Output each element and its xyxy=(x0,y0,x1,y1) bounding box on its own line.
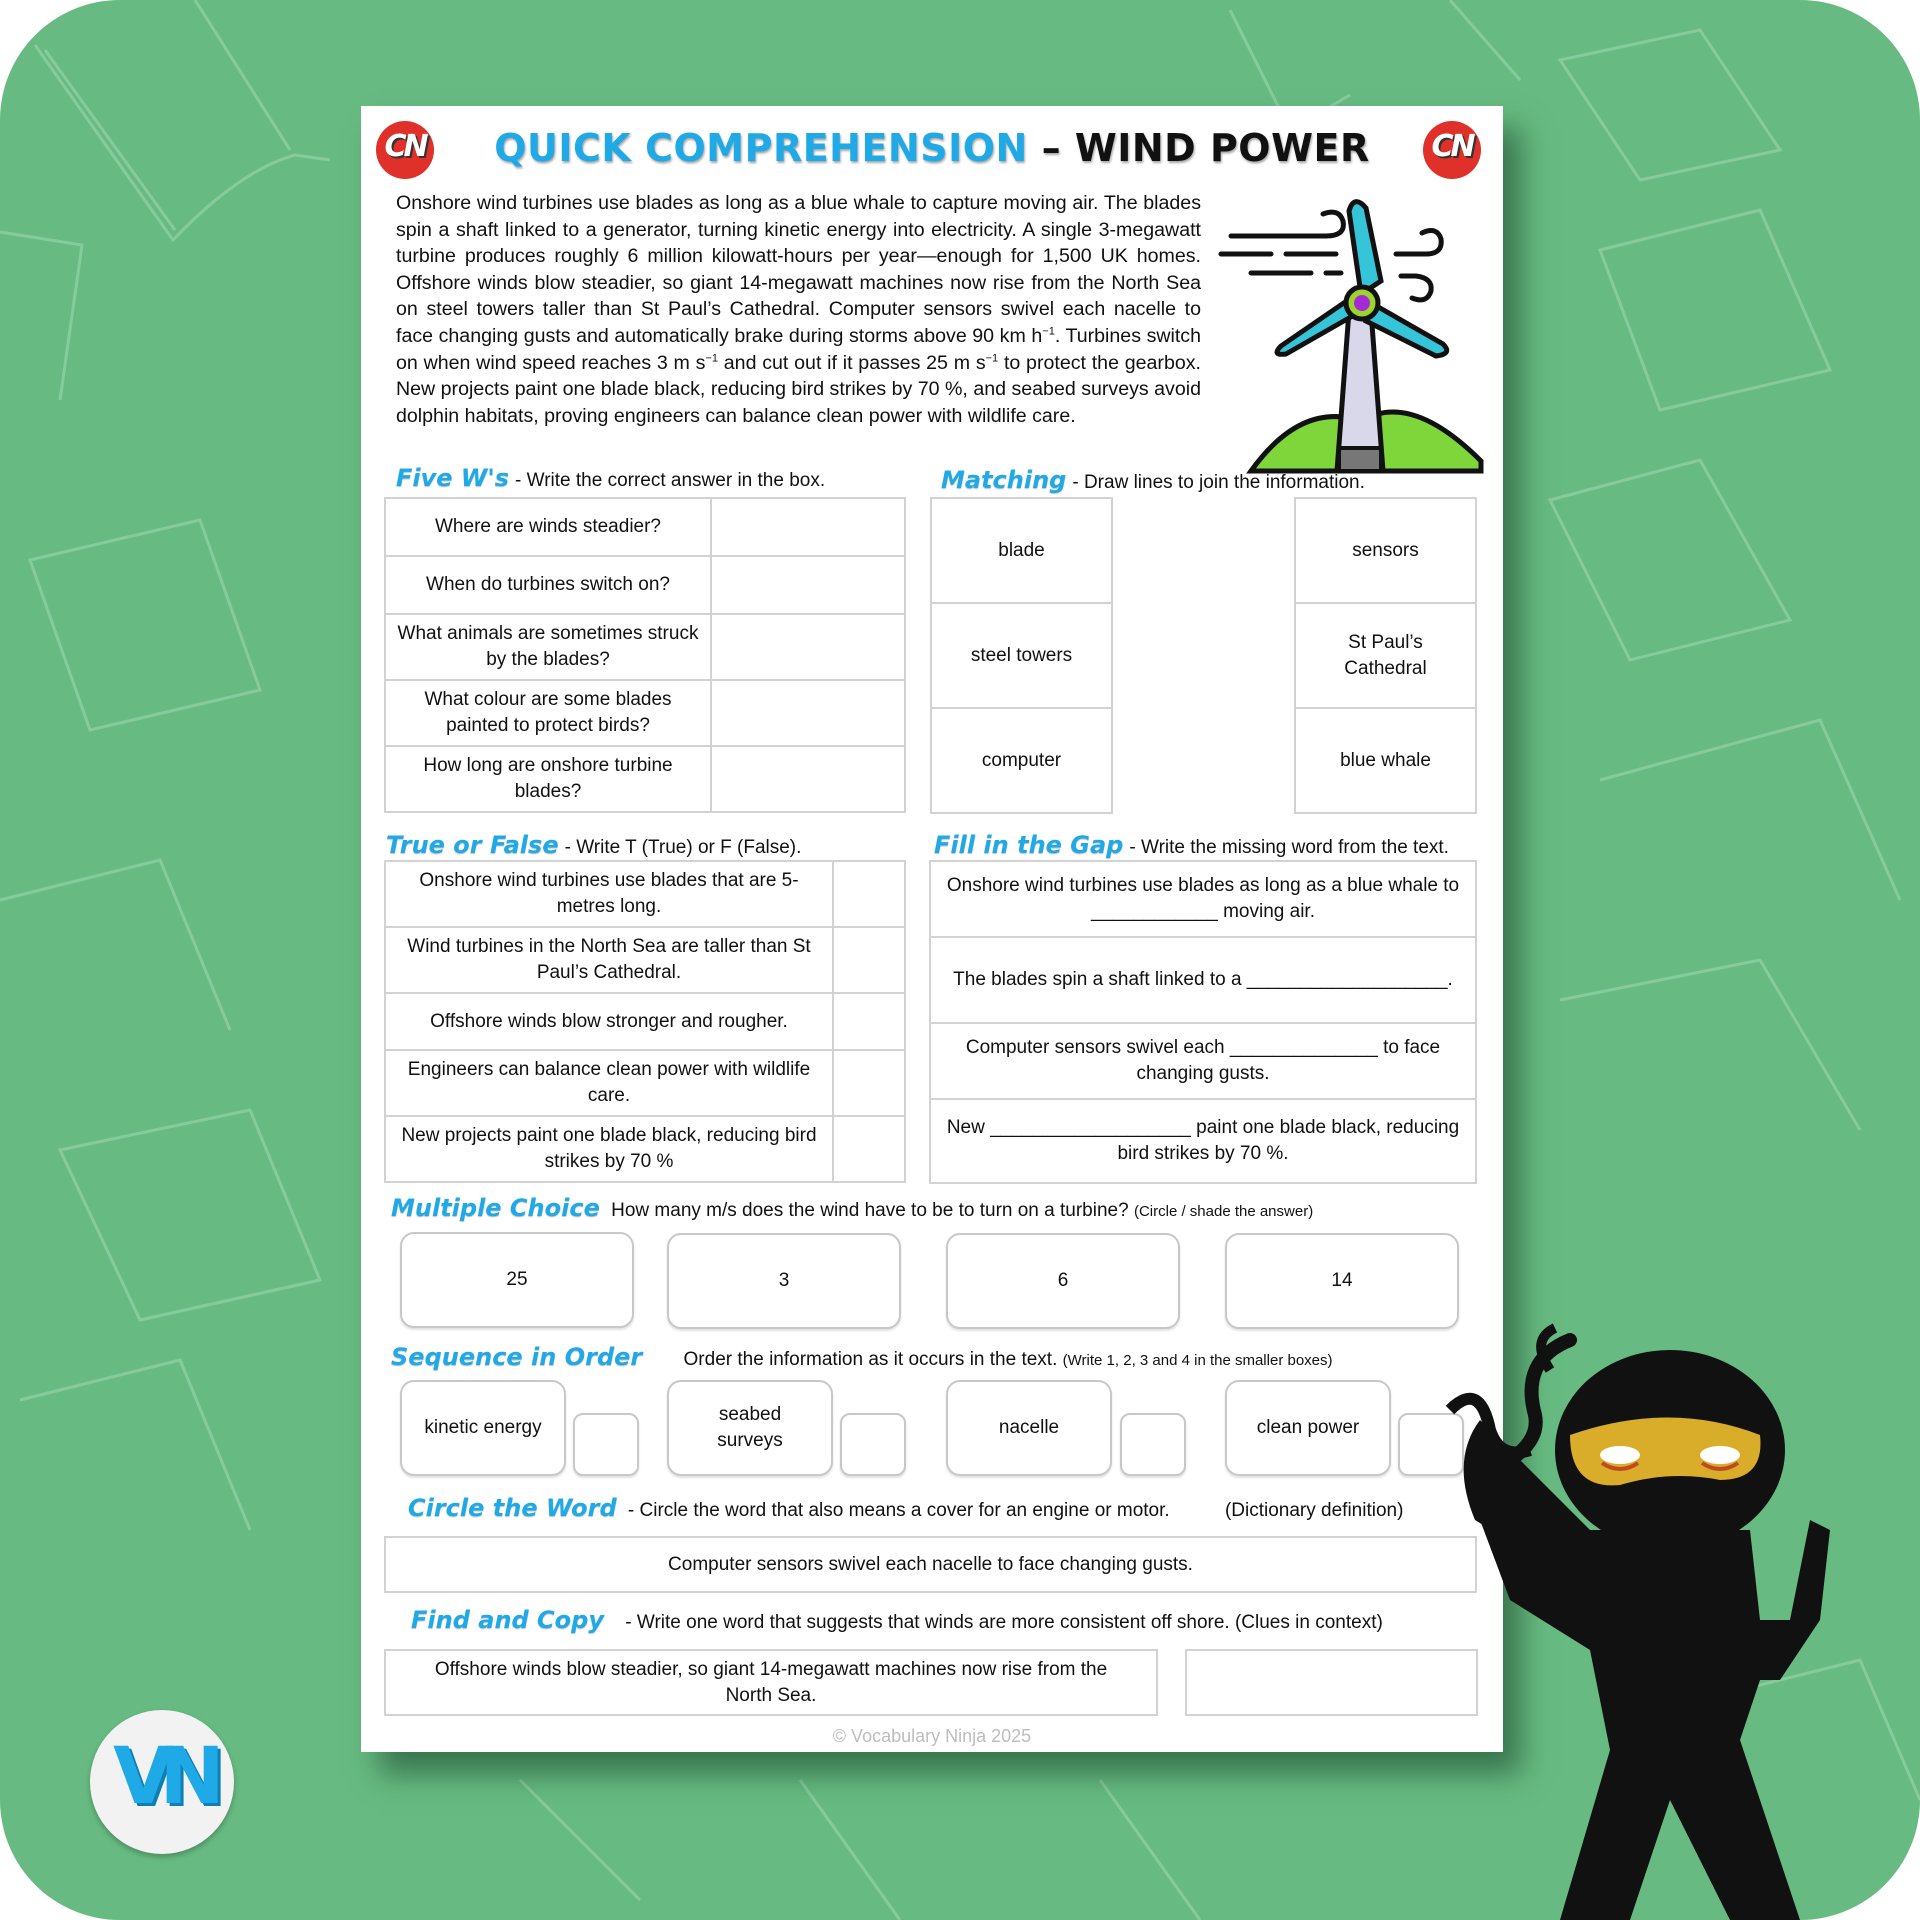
choice-option[interactable]: 3 xyxy=(667,1233,901,1329)
table-row: Wind turbines in the North Sea are taller than St Paul’s Cathedral. xyxy=(385,927,905,993)
sequence-item: nacelle xyxy=(946,1380,1112,1476)
reading-passage: Onshore wind turbines use blades as long as a blue whale to capture moving air. The blades spin a shaft linked to a generator, turning kinetic energy into electricity. A single 3-megawatt turbine produces roughly 6 million kilowatt-hours per year—enough for 1,500 UK homes. Offshore winds blow steadier, so giant 14-megawatt machines now rise from the North Sea on steel towers taller than St Paul’s Cathedral. Computer sensors swivel each nacelle to face changing gusts and automatically brake during storms above 90 km $h^{-1}$. Turbines switch on when wind speed reaches 3 m $s^{-1}$ and cut out if it passes 25 m $s^{-1}$ to protect the gearbox. New projects paint one blade black, reducing bird strikes by 70 %, and seabed surveys avoid dolphin habitats, proving engineers can balance clean power with wildlife care. xyxy=(396,192,1202,427)
table-row: What colour are some blades painted to protect birds? xyxy=(385,680,905,746)
choice-option[interactable]: 6 xyxy=(946,1233,1180,1329)
choice-option[interactable]: 25 xyxy=(400,1232,634,1328)
answer-box[interactable] xyxy=(711,680,905,746)
match-left-item[interactable]: computer xyxy=(930,707,1113,814)
answer-box[interactable] xyxy=(711,746,905,812)
match-left-item[interactable]: steel towers xyxy=(930,602,1113,709)
sequence-item: seabed surveys xyxy=(667,1380,833,1476)
table-row: The blades spin a shaft linked to a ___________________. xyxy=(930,937,1476,1023)
sequence-heading: Sequence in Order Order the information as it occurs in the text. (Write 1, 2, 3 and 4 in the smaller boxes) xyxy=(391,1343,1333,1371)
multiple-choice-heading: Multiple Choice How many m/s does the wind have to be to turn on a turbine? (Circle / shade the answer) xyxy=(391,1194,1314,1222)
table-row: Onshore wind turbines use blades as long as a blue whale to ____________ moving air. xyxy=(930,861,1476,937)
circle-word-heading: Circle the Word - Circle the word that also means a cover for an engine or motor. (Dictionary definition) xyxy=(408,1494,1404,1522)
true-false-heading: True or False - Write T (True) or F (False). xyxy=(386,831,802,859)
sequence-item: kinetic energy xyxy=(400,1380,566,1476)
table-row: New projects paint one blade black, reducing bird strikes by 70 % xyxy=(385,1116,905,1182)
table-row: What animals are sometimes struck by the blades? xyxy=(385,614,905,680)
table-row: New ___________________ paint one blade black, reducing bird strikes by 70 %. xyxy=(930,1099,1476,1183)
sequence-number-box[interactable] xyxy=(1120,1413,1186,1476)
find-copy-sentence: Offshore winds blow steadier, so giant 14-megawatt machines now rise from the North Sea. xyxy=(384,1649,1158,1716)
answer-box[interactable] xyxy=(711,556,905,614)
answer-box[interactable] xyxy=(833,927,905,993)
circle-word-sentence[interactable]: Computer sensors swivel each nacelle to face changing gusts. xyxy=(384,1536,1477,1593)
answer-box[interactable] xyxy=(711,498,905,556)
table-row: When do turbines switch on? xyxy=(385,556,905,614)
true-false-table xyxy=(384,860,906,1183)
sequence-number-box[interactable] xyxy=(840,1413,906,1476)
ninja-mascot xyxy=(1420,1320,1840,1920)
answer-box[interactable] xyxy=(833,1116,905,1182)
sequence-number-box[interactable] xyxy=(573,1413,639,1476)
vocabulary-ninja-badge: VN xyxy=(90,1710,234,1854)
match-right-item[interactable]: sensors xyxy=(1294,497,1477,604)
table-row: How long are onshore turbine blades? xyxy=(385,746,905,812)
matching-heading: Matching - Draw lines to join the information. xyxy=(941,466,1365,494)
table-row: Onshore wind turbines use blades that are 5-metres long. xyxy=(385,861,905,927)
cn-logo-right: CN xyxy=(1423,121,1481,179)
table-row: Computer sensors swivel each ______________ to face changing gusts. xyxy=(930,1023,1476,1099)
answer-box[interactable] xyxy=(833,861,905,927)
match-right-item[interactable]: St Paul’s Cathedral xyxy=(1294,602,1477,709)
table-row: Engineers can balance clean power with wildlife care. xyxy=(385,1050,905,1116)
find-copy-heading: Find and Copy - Write one word that suggests that winds are more consistent off shore. (Clues in context) xyxy=(411,1606,1383,1634)
copyright-footer: © Vocabulary Ninja 2025 xyxy=(832,1726,1032,1746)
sequence-item: clean power xyxy=(1225,1380,1391,1476)
match-left-item[interactable]: blade xyxy=(930,497,1113,604)
answer-box[interactable] xyxy=(833,1050,905,1116)
match-right-item[interactable]: blue whale xyxy=(1294,707,1477,814)
fill-gap-table xyxy=(929,860,1477,1184)
page-title: QUICK COMPREHENSION – WIND POWER xyxy=(494,126,1370,170)
worksheet-page xyxy=(361,106,1503,1752)
answer-box[interactable] xyxy=(711,614,905,680)
choice-option[interactable]: 14 xyxy=(1225,1233,1459,1329)
table-row: Offshore winds blow stronger and rougher. xyxy=(385,993,905,1050)
answer-box[interactable] xyxy=(833,993,905,1050)
fill-gap-heading: Fill in the Gap - Write the missing word from the text. xyxy=(934,831,1449,859)
table-row: Where are winds steadier? xyxy=(385,498,905,556)
wind-turbine-illustration xyxy=(1211,186,1496,476)
cn-logo-left: CN xyxy=(376,121,434,179)
five-ws-heading: Five W's - Write the correct answer in the box. xyxy=(396,464,826,492)
five-ws-table xyxy=(384,497,906,813)
